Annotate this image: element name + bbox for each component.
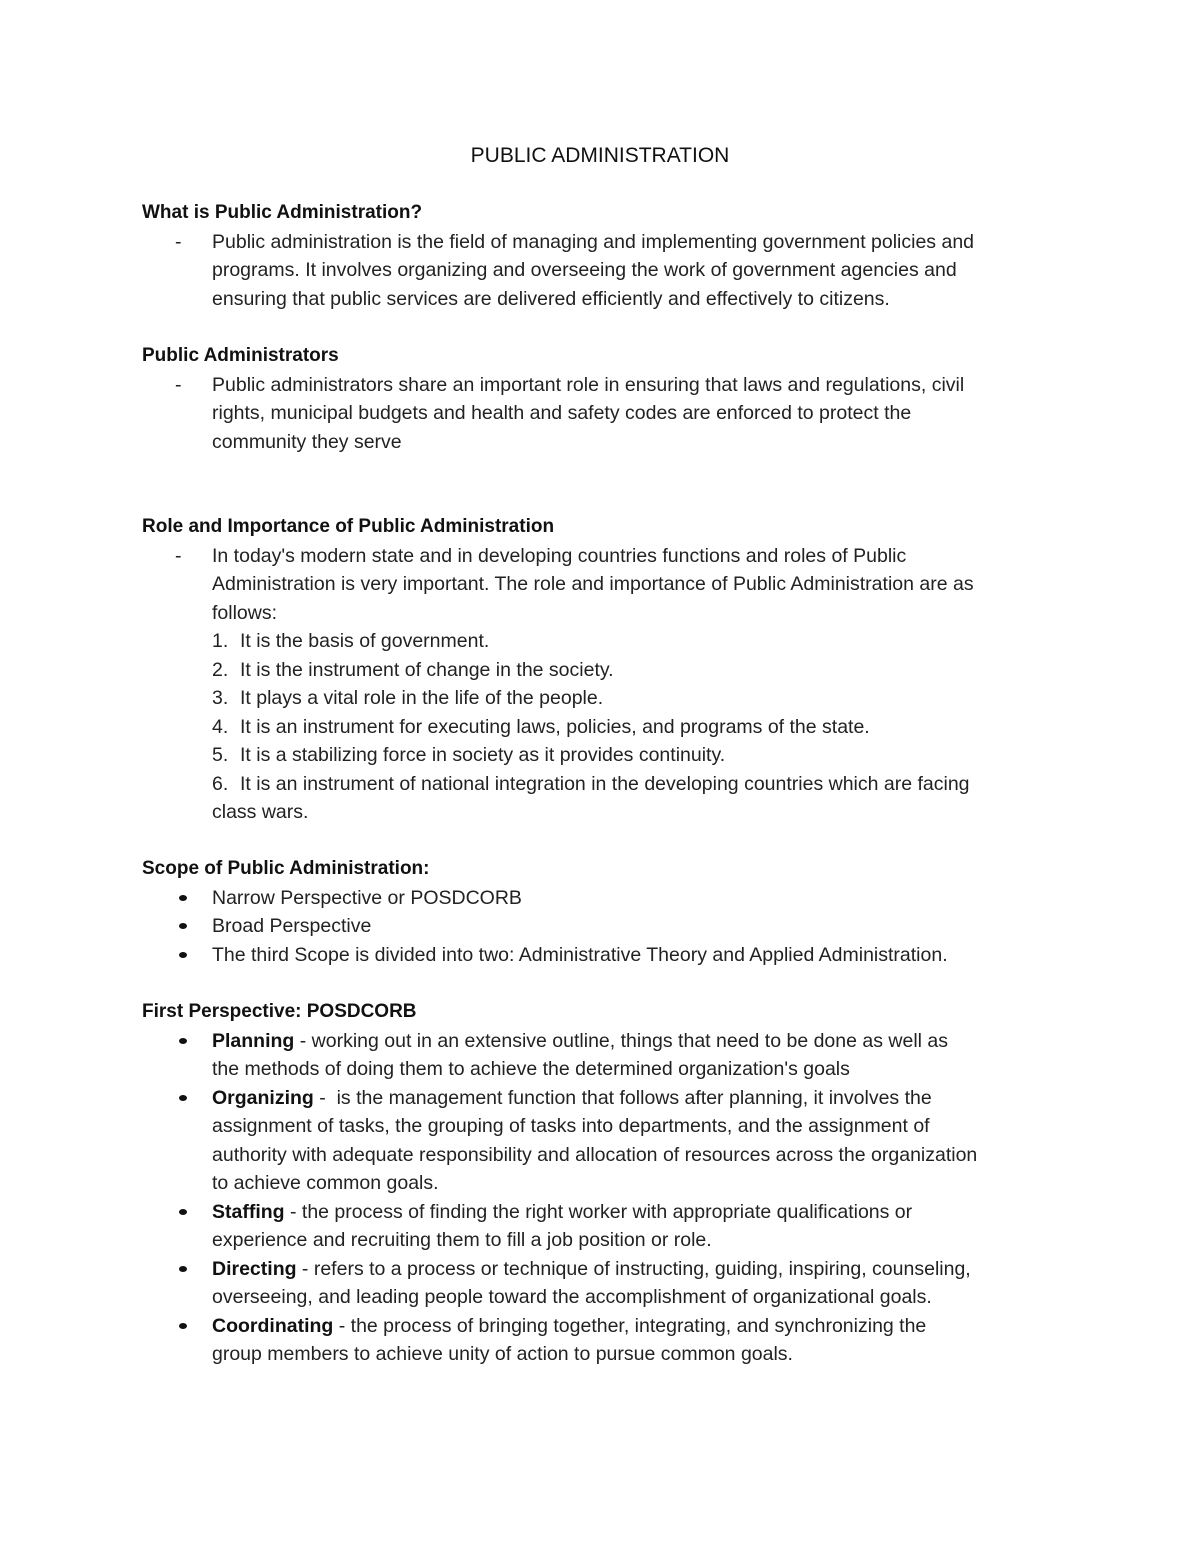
item-number: 4.	[212, 715, 229, 738]
numbered-item	[142, 656, 1082, 685]
text-line: In today's modern state and in developing countries functions and roles of Public	[212, 544, 907, 567]
text-line: Administration is very important. The role and importance of Public Administration are as	[212, 573, 974, 595]
dash-marker: -	[175, 373, 182, 396]
bullet-icon	[179, 1095, 187, 1101]
definition-paragraph	[142, 228, 1082, 314]
bullet-icon	[179, 952, 187, 958]
section-heading: Role and Importance of Public Administration	[142, 516, 555, 537]
text-line: authority with adequate responsibility and allocation of resources across the organization	[212, 1143, 978, 1166]
text-line: - working out in an extensive outline, things that need to be done as well as	[294, 1029, 949, 1052]
intro-paragraph	[142, 542, 1082, 628]
term-item-organizing	[142, 1084, 1082, 1198]
term-item-coordinating	[142, 1312, 1082, 1369]
bullet-icon	[179, 1266, 187, 1272]
dash-marker: -	[175, 544, 182, 567]
text-line: class wars.	[212, 801, 309, 823]
term-label: Planning	[212, 1029, 295, 1052]
numbered-item	[142, 684, 1082, 713]
term-item-directing	[142, 1255, 1082, 1312]
numbered-item	[142, 741, 1082, 770]
text-line: The third Scope is divided into two: Administrative Theory and Applied Administration.	[212, 943, 948, 966]
item-number: 3.	[212, 687, 229, 709]
text-line: Public administration is the field of managing and implementing government policies and	[212, 230, 975, 253]
item-number: 1.	[212, 630, 229, 652]
numbered-item-continuation	[142, 798, 1082, 827]
term-item-planning	[142, 1027, 1082, 1084]
text-line: ensuring that public services are delivered efficiently and effectively to citizens.	[212, 287, 890, 310]
text-line: Narrow Perspective or POSDCORB	[212, 886, 522, 909]
text-line: Broad Perspective	[212, 915, 372, 937]
definition-paragraph	[142, 371, 1082, 457]
dash-marker: -	[175, 230, 182, 253]
text-line: overseeing, and leading people toward the accomplishment of organizational goals.	[212, 1286, 932, 1308]
section-role-and-importance	[142, 513, 1082, 827]
bullet-icon	[179, 923, 187, 929]
term-label: Staffing	[212, 1200, 285, 1223]
section-heading: Public Administrators	[142, 345, 339, 366]
section-heading: First Perspective: POSDCORB	[142, 1001, 417, 1022]
bullet-icon	[179, 1038, 187, 1044]
section-public-administrators	[142, 342, 1082, 456]
text-line: to achieve common goals.	[212, 1172, 439, 1194]
text-line: - the process of bringing together, integrating, and synchronizing the	[333, 1314, 927, 1337]
section-posdcorb	[142, 998, 1082, 1369]
text-line: It plays a vital role in the life of the people.	[240, 687, 604, 709]
text-line: It is a stabilizing force in society as it provides continuity.	[240, 744, 726, 766]
text-line: group members to achieve unity of action to pursue common goals.	[212, 1343, 793, 1365]
term-label: Directing	[212, 1257, 297, 1280]
text-line: It is the basis of government.	[240, 630, 490, 652]
text-line: It is an instrument of national integration in the developing countries which are facing	[240, 772, 970, 795]
numbered-item	[142, 770, 1082, 799]
term-item-staffing	[142, 1198, 1082, 1255]
bullet-item	[142, 884, 1082, 913]
text-line: - refers to a process or technique of instructing, guiding, inspiring, counseling,	[296, 1257, 971, 1280]
text-line: community they serve	[212, 430, 402, 453]
term-label: Organizing	[212, 1086, 314, 1109]
bullet-icon	[179, 895, 187, 901]
text-line: follows:	[212, 601, 278, 624]
text-line: - is the management function that follows after planning, it involves the	[313, 1086, 932, 1109]
numbered-item	[142, 627, 1082, 656]
item-number: 6.	[212, 772, 229, 795]
item-number: 2.	[212, 658, 229, 681]
numbered-item	[142, 713, 1082, 742]
bullet-item	[142, 941, 1082, 970]
document-title: PUBLIC ADMINISTRATION	[470, 144, 730, 167]
text-line: Public administrators share an important role in ensuring that laws and regulations, civil	[212, 373, 965, 396]
bullet-icon	[179, 1209, 187, 1215]
text-line: programs. It involves organizing and overseeing the work of government agencies and	[212, 259, 957, 281]
text-line: rights, municipal budgets and health and safety codes are enforced to protect the	[212, 402, 912, 424]
text-line: It is an instrument for executing laws, policies, and programs of the state.	[240, 715, 870, 738]
section-heading: Scope of Public Administration:	[142, 858, 430, 879]
text-line: - the process of finding the right worker with appropriate qualifications or	[284, 1200, 913, 1223]
bullet-item	[142, 912, 1082, 941]
bullet-icon	[179, 1323, 187, 1329]
section-scope	[142, 855, 1082, 969]
section-heading: What is Public Administration?	[142, 202, 423, 223]
text-line: experience and recruiting them to fill a job position or role.	[212, 1229, 712, 1251]
text-line: assignment of tasks, the grouping of tasks into departments, and the assignment of	[212, 1115, 930, 1137]
term-label: Coordinating	[212, 1314, 334, 1337]
item-number: 5.	[212, 744, 229, 766]
text-line: the methods of doing them to achieve the determined organization's goals	[212, 1058, 850, 1080]
section-what-is-public-administration	[142, 199, 1082, 313]
text-line: It is the instrument of change in the society.	[240, 658, 614, 681]
